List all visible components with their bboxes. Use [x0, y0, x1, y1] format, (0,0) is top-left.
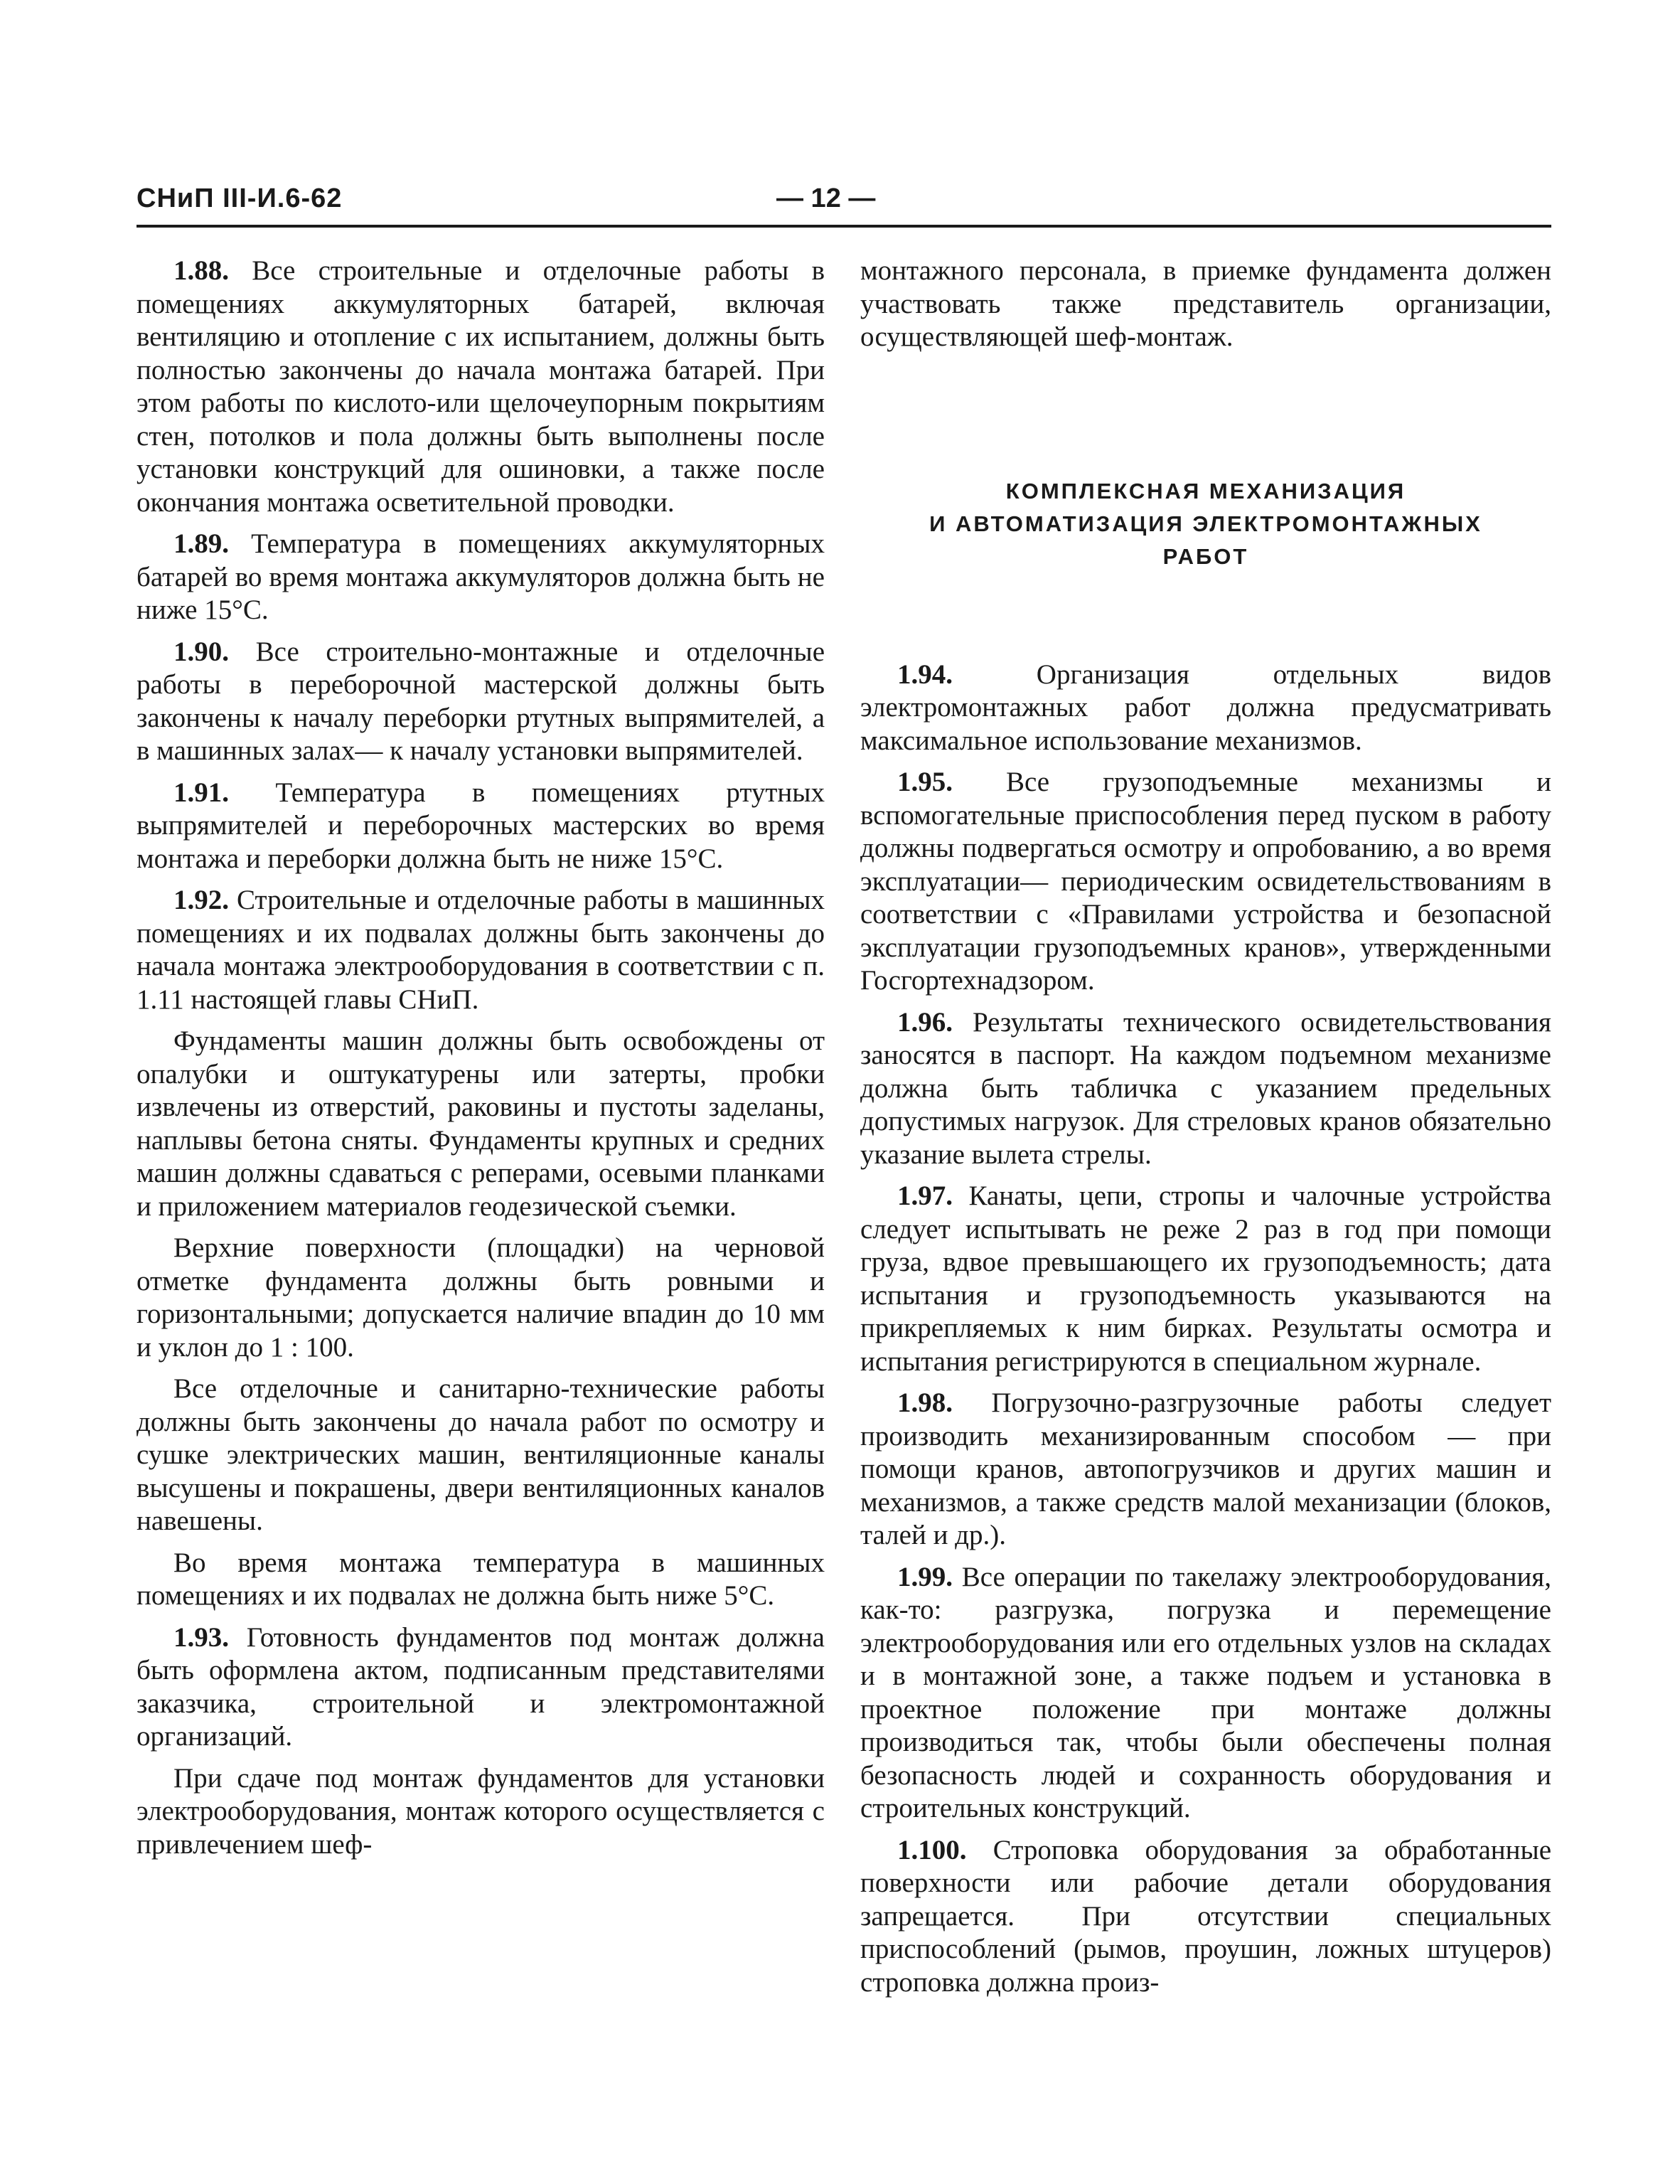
paragraph-text: Результаты технического освидетельствования заносятся в паспорт. На каждом подъемном механизме должна быть табличка с указанием предельных допустимых нагрузок. Для стреловых кранов обязательно указание вылета стрелы.	[860, 1006, 1551, 1170]
section-heading-line: КОМПЛЕКСНАЯ МЕХАНИЗАЦИЯ	[1005, 478, 1406, 504]
paragraph-text: Температура в помещениях аккумуляторных батарей во время монтажа аккумуляторов должна быть не ниже 15°С.	[137, 528, 825, 625]
page-header	[137, 182, 1551, 228]
clause-number: 1.91.	[173, 777, 229, 808]
clause-number: 1.96.	[897, 1006, 953, 1038]
paragraph-1-96	[860, 1006, 1551, 1172]
clause-number: 1.93.	[173, 1621, 229, 1653]
paragraph-1-97	[860, 1180, 1551, 1378]
clause-number: 1.88.	[173, 255, 229, 286]
paragraph-1-89	[137, 528, 825, 627]
right-column	[860, 255, 1551, 2008]
paragraph-finishing	[137, 1373, 825, 1538]
page-number: — 12 —	[776, 183, 876, 213]
clause-number: 1.90.	[173, 636, 229, 667]
paragraph-text: Готовность фундаментов под монтаж должна быть оформлена актом, подписанным представителями заказчика, строительной и электромонтажной организаций.	[137, 1621, 825, 1752]
paragraph-1-98	[860, 1387, 1551, 1552]
paragraph-text: Организация отдельных видов электромонтажных работ должна предусматривать максимальное использование механизмов.	[860, 659, 1551, 756]
paragraph-text: Погрузочно-разгрузочные работы следует производить механизированным способом — при помощи кранов, автопогрузчиков и других машин и механизмов, а также средств малой механизации (блоков, талей и др.).	[860, 1387, 1551, 1550]
clause-number: 1.98.	[897, 1387, 953, 1418]
clause-number: 1.99.	[897, 1561, 953, 1592]
paragraph-1-91	[137, 777, 825, 876]
section-heading-line: И АВТОМАТИЗАЦИЯ ЭЛЕКТРОМОНТАЖНЫХ	[929, 511, 1482, 536]
paragraph-text: Все строительно-монтажные и отделочные работы в переборочной мастерской должны быть закончены к началу переборки ртутных выпрямителей, а в машинных залах— к началу установки выпрямителей.	[137, 636, 825, 766]
paragraph-text: Все отделочные и санитарно-технические работы должны быть закончены до начала работ по осмотру и сушке электрических машин, вентиляционные каналы высушены и покрашены, двери вентиляционных каналов навешены.	[137, 1373, 825, 1536]
paragraph-text: Все операции по такелажу электрооборудования, как-то: разгрузка, погрузка и перемещение электрооборудования или его отдельных узлов на складах и в монтажной зоне, а также подъем и установка в проектное положение при монтаже должны производиться так, чтобы были обеспечены полная безопасность людей и сохранность оборудования и строительных конструкций.	[860, 1561, 1551, 1823]
clause-number: 1.97.	[897, 1181, 953, 1211]
paragraph-1-90	[137, 636, 825, 768]
paragraph-text: Фундаменты машин должны быть освобождены от опалубки и оштукатурены или затерты, пробки извлечены из отверстий, раковины и пустоты заделаны, наплывы бетона сняты. Фундаменты крупных и средних машин должны сдаваться с реперами, осевыми планками и приложением материалов геодезической съемки.	[137, 1026, 825, 1222]
paragraph-text: Во время монтажа температура в машинных помещениях и их подвалах не должна быть ниже 5°С.	[137, 1547, 825, 1611]
clause-number: 1.94.	[897, 659, 953, 690]
clause-number: 1.89.	[173, 528, 229, 559]
paragraph-1-92	[137, 884, 825, 1016]
paragraph-1-94	[860, 659, 1551, 758]
paragraph-continuation: монтажного персонала, в приемке фундамента должен участвовать также представитель организации, осуществляющей шеф-монтаж.	[860, 255, 1551, 352]
paragraph-text: Все строительные и отделочные работы в помещениях аккумуляторных батарей, включая вентиляцию и отопление с их испытанием, должны быть полностью закончены до начала монтажа батарей. При этом работы по кислото-или щелочеупорным покрытиям стен, потолков и пола должны быть выполнены после установки конструкций для ошиновки, а также после окончания монтажа осветительной проводки.	[137, 255, 825, 518]
clause-number: 1.92.	[173, 885, 229, 915]
section-heading-line: РАБОТ	[1162, 543, 1249, 569]
paragraph-text: Температура в помещениях ртутных выпрямителей и переборочных мастерских во время монтажа и переборки должна быть не ниже 15°С.	[137, 777, 825, 874]
paragraph-1-93	[137, 1621, 825, 1754]
paragraph-text: Верхние поверхности (площадки) на черновой отметке фундамента должны быть ровными и горизонтальными; допускается наличие впадин до 10 мм и уклон до 1 : 100.	[137, 1232, 825, 1363]
paragraph-1-95	[860, 766, 1551, 998]
paragraph-text: Строительные и отделочные работы в машинных помещениях и их подвалах должны быть закончены до начала монтажа электрооборудования в соответствии с п. 1.11 настоящей главы СНиП.	[137, 885, 825, 1015]
paragraph-1-88	[137, 255, 825, 519]
paragraph-text: Канаты, цепи, стропы и чалочные устройства следует испытывать не реже 2 раз в год при помощи груза, вдвое превышающего их грузоподъемность; дата испытания и грузоподъемность указываются на прикрепляемых к ним бирках. Результаты осмотра и испытания регистрируются в специальном журнале.	[860, 1181, 1551, 1377]
paragraph-text: Строповка оборудования за обработанные поверхности или рабочие детали оборудования запрещается. При отсутствии специальных приспособлений (рымов, проушин, ложных штуцеров) строповка должна произ-	[860, 1834, 1552, 1998]
paragraph-handover	[137, 1762, 825, 1862]
paragraph-1-100	[860, 1834, 1551, 2000]
paragraph-surfaces	[137, 1232, 825, 1364]
left-column	[137, 255, 825, 1870]
paragraph-foundations	[137, 1025, 825, 1223]
paragraph-text: При сдаче под монтаж фундаментов для установки электрооборудования, монтаж которого осуществляется с привлечением шеф-	[137, 1762, 825, 1860]
paragraph-text: Все грузоподъемные механизмы и вспомогательные приспособления перед пуском в работу должны подвергаться осмотру и опробованию, а во время эксплуатации— периодическим освидетельствованиям в соответствии с «Правилами устройства и безопасной эксплуатации грузоподъемных кранов», утвержденными Госгортехнадзором.	[860, 767, 1551, 996]
section-heading	[860, 475, 1551, 573]
paragraph-1-99	[860, 1561, 1551, 1826]
clause-number: 1.100.	[897, 1834, 967, 1865]
document-code: СНиП III-И.6-62	[137, 183, 343, 213]
clause-number: 1.95.	[897, 767, 953, 797]
paragraph-temperature	[137, 1547, 825, 1613]
